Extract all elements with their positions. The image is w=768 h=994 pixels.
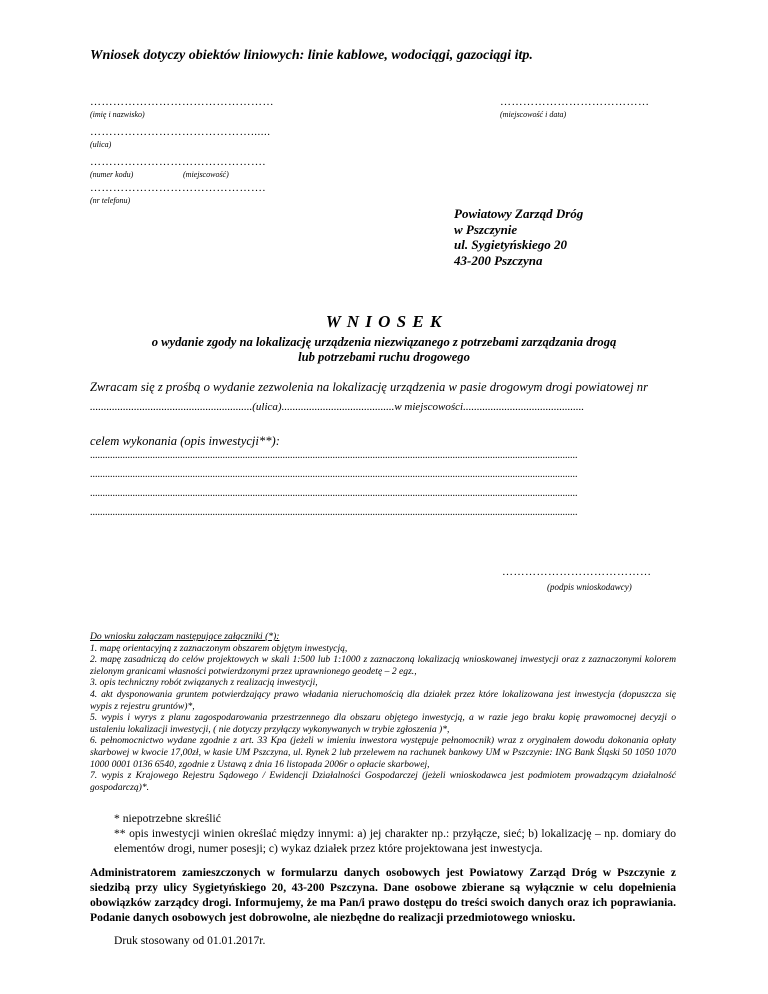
recipient-address [454, 206, 583, 268]
request-text-line-2[interactable]: ...........................................................(ulica).........................................w miejscowości............................................ [90, 401, 585, 413]
attachments-list [90, 631, 676, 793]
document-header: Wniosek dotyczy obiektów liniowych: linie kablowe, wodociągi, gazociągi itp. [90, 48, 533, 63]
print-note: Druk stosowany od 01.01.2017r. [114, 934, 266, 947]
recipient-line-4: 43-200 Pszczyna [454, 252, 543, 268]
name-field-label: (imię i nazwisko) [90, 110, 145, 119]
recipient-line-3: ul. Sygietyńskiego 20 [454, 237, 568, 252]
recipient-line-2: w Pszczynie [454, 221, 518, 237]
purpose-dotted-line-4[interactable]: ................................................................................................................................................................................................... [90, 507, 578, 518]
purpose-dotted-line-2[interactable]: ................................................................................................................................................................................................... [90, 469, 578, 480]
attachment-item-1: 1. mapę orientacyjną z zaznaczonym obszarem objętym inwestycją, [90, 642, 348, 654]
attachment-item-3: 3. opis techniczny robót związanych z realizacją inwestycji, [90, 677, 318, 689]
attachment-item-2: 2. mapę zasadniczą do celów projektowych w skali 1:500 lub 1:1000 z zaznaczoną lokalizacją wnioskowanej inwestycji oraz z zaznaczonymi kolorem zielonym granicami własności potwierdzonymi przez uprawnionego geodetę – 2 egz., [90, 654, 676, 677]
form-title: W N I O S E K [325, 312, 443, 331]
attachment-item-7: 7. wypis z Krajowego Rejestru Sądowego / Ewidencji Działalności Gospodarczej (jeżeli wnioskodawca jest podmiotem prowadzącym działalność gospodarczą)*. [90, 770, 676, 793]
attachment-item-5: 5. wypis i wyrys z planu zagospodarowania przestrzennego dla obszaru objętego inwestycją, a w razie jego braku kopię prawomocnej decyzji o ustaleniu lokalizacji inwestycji, ( nie dotyczy przyłączy wykonywanych w trybie zgłoszenia )*, [90, 712, 676, 735]
privacy-notice: Administratorem zamieszczonych w formularzu danych osobowych jest Powiatowy Zarząd Dróg w Pszczynie z siedzibą przy ulicy Sygietyńskiego 20, 43-200 Pszczyna. Dane osobowe zbierane są wyłącznie w celu dopełnienia obowiązków zarządcy drogi. Informujemy, że ma Pan/i prawo dostępu do treści swoich danych oraz ich poprawiania. Podanie danych osobowych jest dobrowolne, ale niezbędne do realizacji przedmiotowego wniosku. [90, 866, 676, 924]
signature-field-label: (podpis wnioskodawcy) [547, 582, 632, 592]
name-field-dots[interactable]: ………………………………………… [90, 96, 274, 108]
street-field-label: (ulica) [90, 140, 112, 149]
form-subtitle-2: lub potrzebami ruchu drogowego [298, 350, 470, 364]
attachment-item-4: 4. akt dysponowania gruntem potwierdzający prawo władania nieruchomością dla działek przez które lokalizowana jest inwestycja (dopuszcza się wypis z rejestru gruntów)*, [90, 688, 676, 712]
purpose-dotted-line-3[interactable]: ................................................................................................................................................................................................... [90, 488, 578, 499]
note-strike-unneeded: * niepotrzebne skreślić [114, 812, 221, 825]
city-field-label: (miejscowość) [183, 170, 229, 179]
purpose-label: celem wykonania (opis inwestycji**): [90, 434, 280, 448]
postcode-field-label: (numer kodu) [90, 170, 134, 179]
note-investment-description: ** opis inwestycji winien określać między innymi: a) jej charakter np.: przyłącze, sieć; b) lokalizację – np. domiary do elementów drogi, numer posesji; c) wykaz działek przez które projektowana jest inwestycja. [114, 827, 676, 855]
attachment-item-6: 6. pełnomocnictwo wydane zgodnie z art. 33 Kpa (jeżeli w imieniu inwestora występuje pełnomocnik) wraz z oryginałem dowodu dokonania opłaty skarbowej w kwocie 17,00zł, w kasie UM Pszczyna, ul. Rynek 2 lub przelewem na rachunek bankowy UM w Pszczynie: ING Bank Śląski 50 1050 1070 1000 0001 0136 6540, zgodnie z Ustawą z dnia 16 listopada 2006r o opłacie skarbowej, [90, 735, 676, 770]
street-field-dots[interactable]: ……………………………………...... [90, 126, 271, 138]
purpose-dotted-line-1[interactable]: ................................................................................................................................................................................................... [90, 450, 578, 461]
notes [114, 811, 676, 856]
attachments-heading: Do wniosku załączam następujące załączniki (*): [90, 631, 280, 642]
form-subtitle-1: o wydanie zgody na lokalizację urządzenia niezwiązanego z potrzebami zarządzania drogą [151, 335, 617, 349]
phone-field-label: (nr telefonu) [90, 196, 131, 205]
city-field-dots[interactable]: ………………………………………. [90, 156, 266, 168]
place-date-field-dots[interactable]: ………………………………… [500, 96, 650, 108]
place-date-field-label: (miejscowość i data) [500, 110, 567, 119]
signature-field-dots[interactable]: ………………………………… [502, 566, 652, 578]
request-text-line-1: Zwracam się z prośbą o wydanie zezwolenia na lokalizację urządzenia w pasie drogowym drogi powiatowej nr [90, 380, 648, 394]
recipient-line-1: Powiatowy Zarząd Dróg [454, 206, 584, 221]
phone-field-dots[interactable]: ………………………………………. [90, 182, 266, 194]
